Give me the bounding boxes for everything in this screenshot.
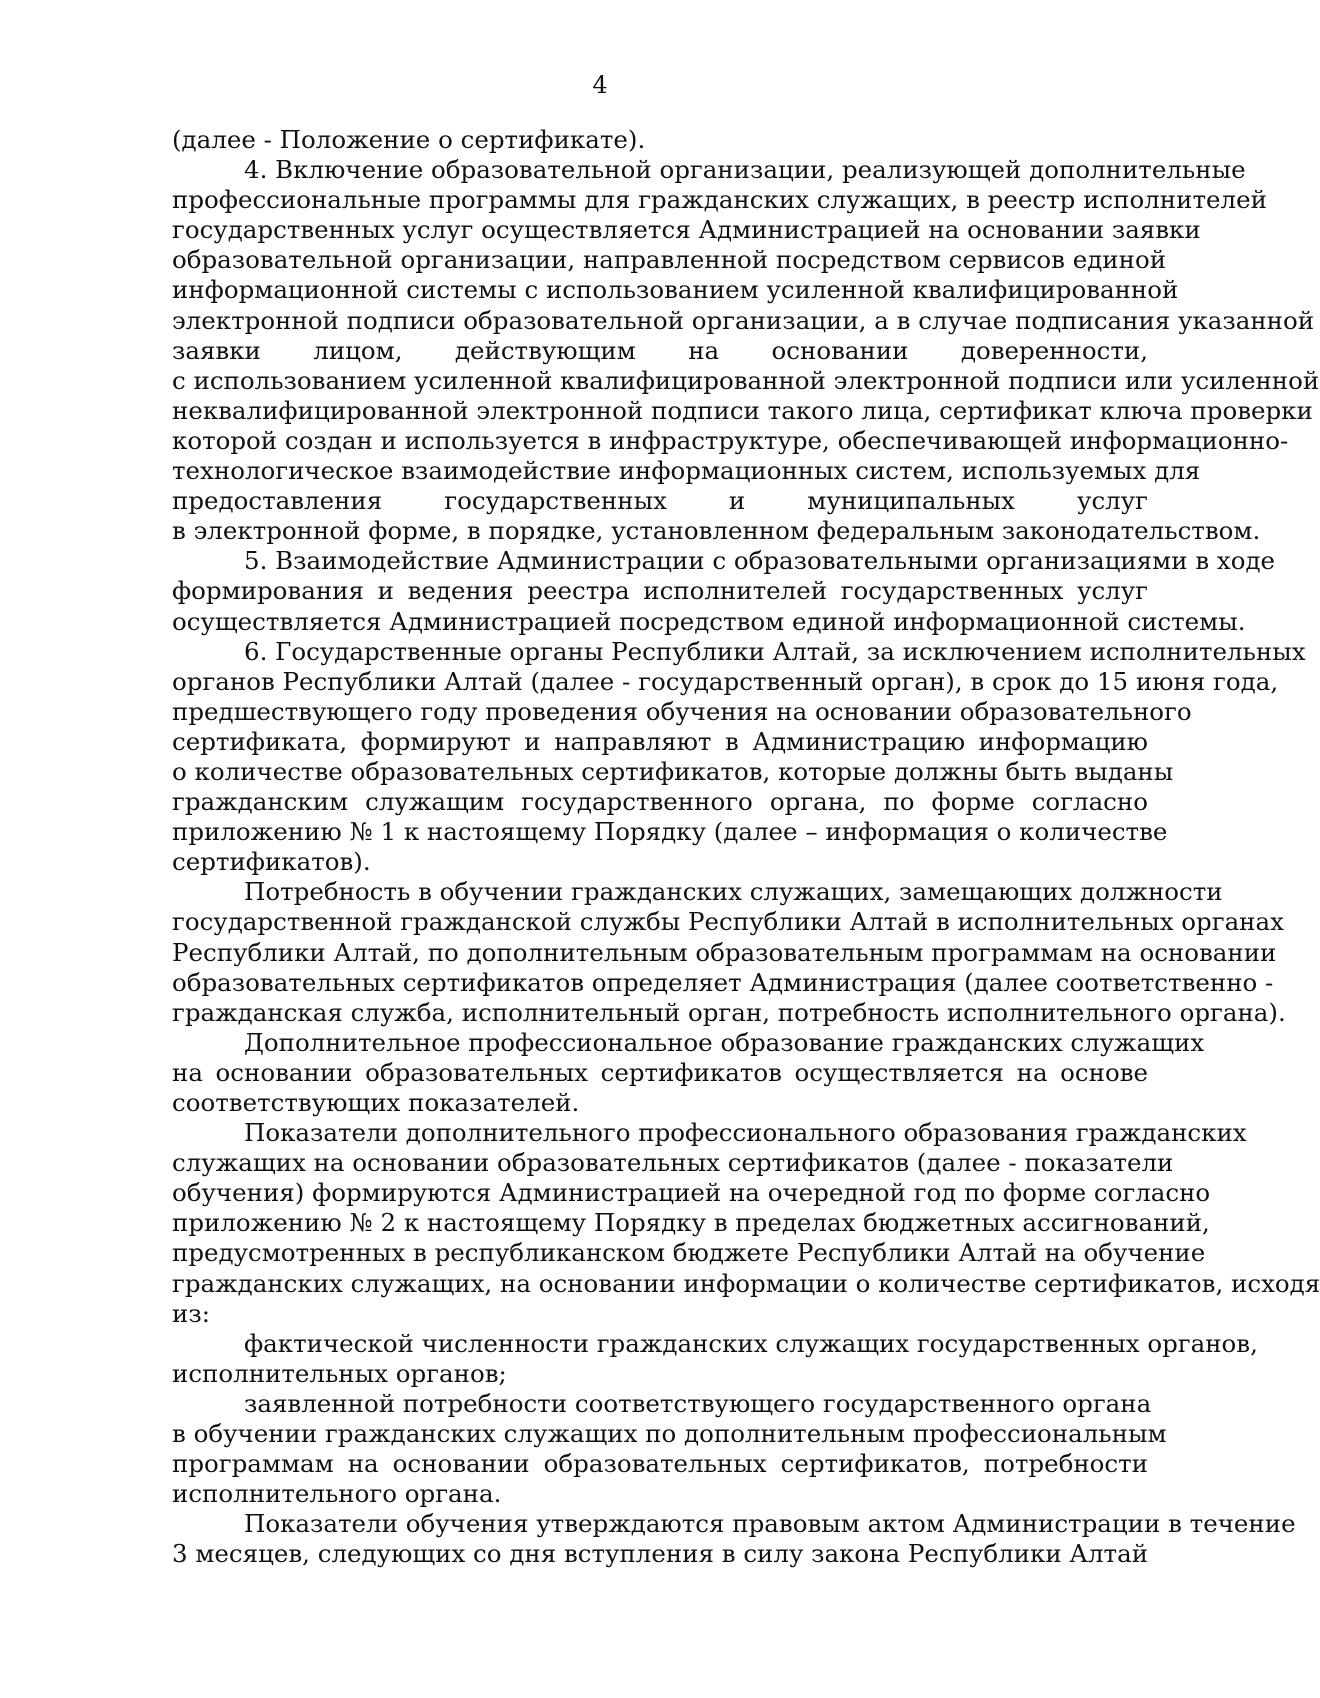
- text-line: 4. Включение образовательной организации, реализующей дополнительные: [244, 155, 1246, 185]
- text-line: формирования и ведения реестра исполнителей государственных услуг: [172, 576, 1148, 606]
- text-line: фактической численности гражданских служащих государственных органов,: [244, 1328, 1258, 1358]
- text-line: осуществляется Администрацией посредством единой информационной системы.: [172, 606, 1246, 636]
- text-line: 6. Государственные органы Республики Алтай, за исключением исполнительных: [244, 636, 1306, 666]
- text-line: гражданская служба, исполнительный орган, потребность исполнительного органа).: [172, 997, 1286, 1027]
- text-line: из:: [172, 1298, 210, 1328]
- text-line: обучения) формируются Администрацией на очередной год по форме согласно: [172, 1178, 1211, 1208]
- text-line: государственных услуг осуществляется Администрацией на основании заявки: [172, 215, 1201, 245]
- text-line: программам на основании образовательных сертификатов, потребности: [172, 1449, 1148, 1479]
- text-line: электронной подписи образовательной организации, а в случае подписания указанной: [172, 305, 1315, 335]
- text-line: приложению № 2 к настоящему Порядку в пределах бюджетных ассигнований,: [172, 1208, 1210, 1238]
- text-line: неквалифицированной электронной подписи такого лица, сертификат ключа проверки: [172, 395, 1313, 425]
- text-line: о количестве образовательных сертификатов, которые должны быть выданы: [172, 756, 1174, 786]
- text-line: информационной системы с использованием усиленной квалифицированной: [172, 275, 1179, 305]
- text-line: 5. Взаимодействие Администрации с образовательными организациями в ходе: [244, 546, 1276, 576]
- text-line: Показатели обучения утверждаются правовым актом Администрации в течение: [244, 1509, 1296, 1539]
- text-line: исполнительных органов;: [172, 1358, 507, 1388]
- text-line: исполнительного органа.: [172, 1479, 502, 1509]
- text-line: Потребность в обучении гражданских служащих, замещающих должности: [244, 877, 1223, 907]
- text-line: органов Республики Алтай (далее - государственный орган), в срок до 15 июня года,: [172, 666, 1279, 696]
- text-line: сертификатов).: [172, 847, 371, 877]
- text-line: государственной гражданской службы Республики Алтай в исполнительных органах: [172, 907, 1284, 937]
- document-body: [172, 125, 1320, 1570]
- text-line: с использованием усиленной квалифицированной электронной подписи или усиленной: [172, 365, 1320, 395]
- text-line: Республики Алтай, по дополнительным образовательным программам на основании: [172, 937, 1277, 967]
- text-line: на основании образовательных сертификатов осуществляется на основе: [172, 1057, 1148, 1087]
- text-line: в обучении гражданских служащих по дополнительным профессиональным: [172, 1419, 1167, 1449]
- text-line: предусмотренных в республиканском бюджете Республики Алтай на обучение: [172, 1238, 1206, 1268]
- text-line: приложению № 1 к настоящему Порядку (далее – информация о количестве: [172, 817, 1168, 847]
- text-line: заявленной потребности соответствующего государственного органа: [244, 1388, 1152, 1418]
- text-line: (далее - Положение о сертификате).: [172, 125, 646, 154]
- text-line: образовательных сертификатов определяет Администрация (далее соответственно -: [172, 967, 1274, 997]
- text-line: соответствующих показателей.: [172, 1088, 580, 1117]
- text-line: гражданских служащих, на основании информации о количестве сертификатов, исходя: [172, 1268, 1320, 1298]
- text-line: сертификата, формируют и направляют в Администрацию информацию: [172, 726, 1148, 756]
- text-line: Показатели дополнительного профессионального образования гражданских: [244, 1118, 1247, 1148]
- text-line: которой создан и используется в инфраструктуре, обеспечивающей информационно-: [172, 425, 1289, 455]
- text-line: образовательной организации, направленной посредством сервисов единой: [172, 245, 1167, 275]
- text-line: в электронной форме, в порядке, установленном федеральным законодательством.: [172, 516, 1261, 546]
- text-line: 3 месяцев, следующих со дня вступления в силу закона Республики Алтай: [172, 1539, 1149, 1569]
- text-line: предшествующего году проведения обучения на основании образовательного: [172, 696, 1192, 726]
- text-line: предоставления государственных и муниципальных услуг: [172, 486, 1148, 516]
- text-line: служащих на основании образовательных сертификатов (далее - показатели: [172, 1148, 1174, 1178]
- text-line: профессиональные программы для гражданских служащих, в реестр исполнителей: [172, 185, 1267, 215]
- text-line: Дополнительное профессиональное образование гражданских служащих: [244, 1027, 1205, 1057]
- text-line: технологическое взаимодействие информационных систем, используемых для: [172, 456, 1201, 486]
- text-line: заявки лицом, действующим на основании доверенности,: [172, 335, 1148, 365]
- text-line: гражданским служащим государственного органа, по форме согласно: [172, 787, 1148, 817]
- page-number: 4: [592, 71, 608, 99]
